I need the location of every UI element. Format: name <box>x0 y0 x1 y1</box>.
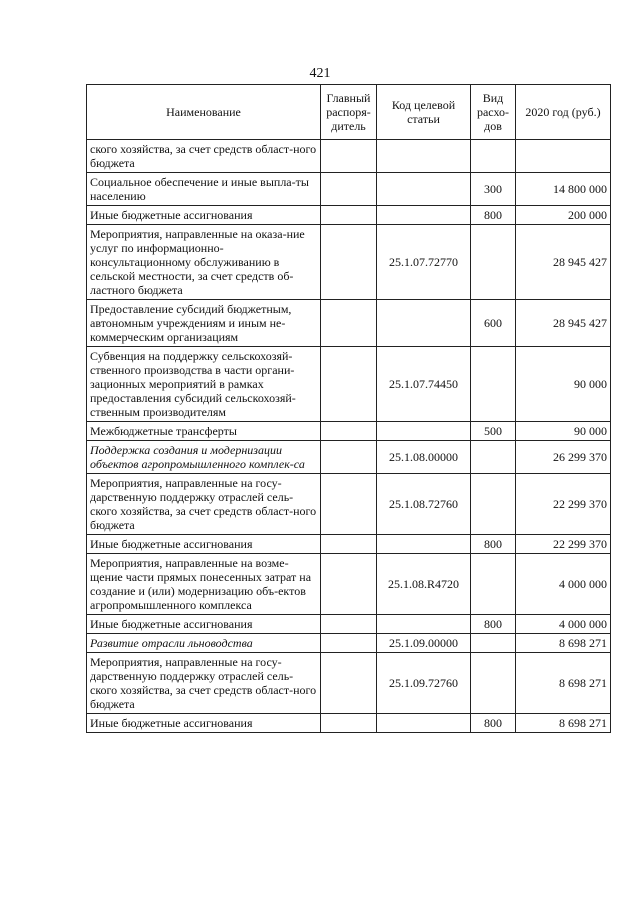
cell-admin <box>321 300 377 347</box>
cell-admin <box>321 441 377 474</box>
cell-kind: 500 <box>471 422 516 441</box>
cell-amount: 22 299 370 <box>516 474 611 535</box>
table-row <box>87 300 611 347</box>
cell-name: Мероприятия, направленные на госу-дарственную поддержку отраслей сель-ского хозяйства, за счет средств област-ного бюджета <box>87 474 321 535</box>
table-body <box>87 140 611 733</box>
header-kind: Вид расхо-дов <box>471 85 516 140</box>
cell-name: Развитие отрасли льноводства <box>87 634 321 653</box>
cell-name: Субвенция на поддержку сельскохозяй-ственного производства в части органи-зационных мероприятий в рамках предоставления субсидий сельскохозяй-ственным производителям <box>87 347 321 422</box>
table-row <box>87 714 611 733</box>
cell-kind: 800 <box>471 535 516 554</box>
cell-code <box>377 535 471 554</box>
table-row <box>87 535 611 554</box>
cell-kind <box>471 347 516 422</box>
cell-name: Мероприятия, направленные на оказа-ние услуг по информационно-консультационному обслуживанию в сельской местности, за счет средств об-ластного бюджета <box>87 225 321 300</box>
cell-amount: 90 000 <box>516 347 611 422</box>
header-amount: 2020 год (руб.) <box>516 85 611 140</box>
cell-code: 25.1.08.00000 <box>377 441 471 474</box>
cell-code <box>377 173 471 206</box>
table-row <box>87 206 611 225</box>
cell-amount: 8 698 271 <box>516 714 611 733</box>
cell-amount: 28 945 427 <box>516 225 611 300</box>
cell-admin <box>321 535 377 554</box>
cell-kind: 800 <box>471 615 516 634</box>
table-row <box>87 347 611 422</box>
cell-admin <box>321 206 377 225</box>
cell-name: Мероприятия, направленные на госу-дарственную поддержку отраслей сель-ского хозяйства, за счет средств област-ного бюджета <box>87 653 321 714</box>
cell-code <box>377 714 471 733</box>
cell-admin <box>321 615 377 634</box>
cell-amount <box>516 140 611 173</box>
header-name: Наименование <box>87 85 321 140</box>
table-header-row <box>87 85 611 140</box>
table-row <box>87 634 611 653</box>
cell-code: 25.1.07.72770 <box>377 225 471 300</box>
cell-code <box>377 140 471 173</box>
cell-amount: 90 000 <box>516 422 611 441</box>
cell-code <box>377 422 471 441</box>
table-row <box>87 173 611 206</box>
cell-code <box>377 300 471 347</box>
table-row <box>87 653 611 714</box>
header-code: Код целевой статьи <box>377 85 471 140</box>
cell-admin <box>321 225 377 300</box>
cell-amount: 200 000 <box>516 206 611 225</box>
table-row <box>87 474 611 535</box>
cell-name: Мероприятия, направленные на возме-щение части прямых понесенных затрат на создание и (или) модернизацию объ-ектов агропромышленного комплекса <box>87 554 321 615</box>
cell-name: Социальное обеспечение и иные выпла-ты населению <box>87 173 321 206</box>
cell-admin <box>321 554 377 615</box>
cell-name: Поддержка создания и модернизации объектов агропромышленного комплек-са <box>87 441 321 474</box>
cell-kind: 800 <box>471 206 516 225</box>
cell-admin <box>321 173 377 206</box>
header-admin: Главный распоря-дитель <box>321 85 377 140</box>
budget-table <box>86 84 611 733</box>
cell-code <box>377 615 471 634</box>
table-row <box>87 615 611 634</box>
cell-name: Иные бюджетные ассигнования <box>87 714 321 733</box>
cell-code: 25.1.09.72760 <box>377 653 471 714</box>
cell-amount: 14 800 000 <box>516 173 611 206</box>
cell-amount: 28 945 427 <box>516 300 611 347</box>
cell-amount: 4 000 000 <box>516 615 611 634</box>
cell-kind <box>471 653 516 714</box>
page-number: 421 <box>309 66 331 81</box>
table-row <box>87 422 611 441</box>
cell-amount: 4 000 000 <box>516 554 611 615</box>
cell-kind <box>471 225 516 300</box>
cell-kind <box>471 554 516 615</box>
table-row <box>87 140 611 173</box>
cell-kind <box>471 634 516 653</box>
cell-admin <box>321 714 377 733</box>
cell-amount: 22 299 370 <box>516 535 611 554</box>
cell-name: ского хозяйства, за счет средств област-ного бюджета <box>87 140 321 173</box>
cell-amount: 8 698 271 <box>516 634 611 653</box>
table-row <box>87 441 611 474</box>
cell-amount: 26 299 370 <box>516 441 611 474</box>
cell-code: 25.1.07.74450 <box>377 347 471 422</box>
cell-admin <box>321 347 377 422</box>
cell-name: Иные бюджетные ассигнования <box>87 206 321 225</box>
table-row <box>87 225 611 300</box>
cell-code: 25.1.08.72760 <box>377 474 471 535</box>
cell-kind: 300 <box>471 173 516 206</box>
cell-kind: 600 <box>471 300 516 347</box>
cell-kind <box>471 140 516 173</box>
cell-kind <box>471 441 516 474</box>
cell-name: Предоставление субсидий бюджетным, автономным учреждениям и иным не-коммерческим организациям <box>87 300 321 347</box>
cell-code: 25.1.09.00000 <box>377 634 471 653</box>
cell-admin <box>321 140 377 173</box>
cell-name: Межбюджетные трансферты <box>87 422 321 441</box>
table-row <box>87 554 611 615</box>
cell-name: Иные бюджетные ассигнования <box>87 535 321 554</box>
cell-amount: 8 698 271 <box>516 653 611 714</box>
cell-kind: 800 <box>471 714 516 733</box>
cell-code <box>377 206 471 225</box>
cell-code: 25.1.08.R4720 <box>377 554 471 615</box>
cell-name: Иные бюджетные ассигнования <box>87 615 321 634</box>
cell-admin <box>321 634 377 653</box>
cell-admin <box>321 474 377 535</box>
cell-admin <box>321 653 377 714</box>
cell-admin <box>321 422 377 441</box>
cell-kind <box>471 474 516 535</box>
